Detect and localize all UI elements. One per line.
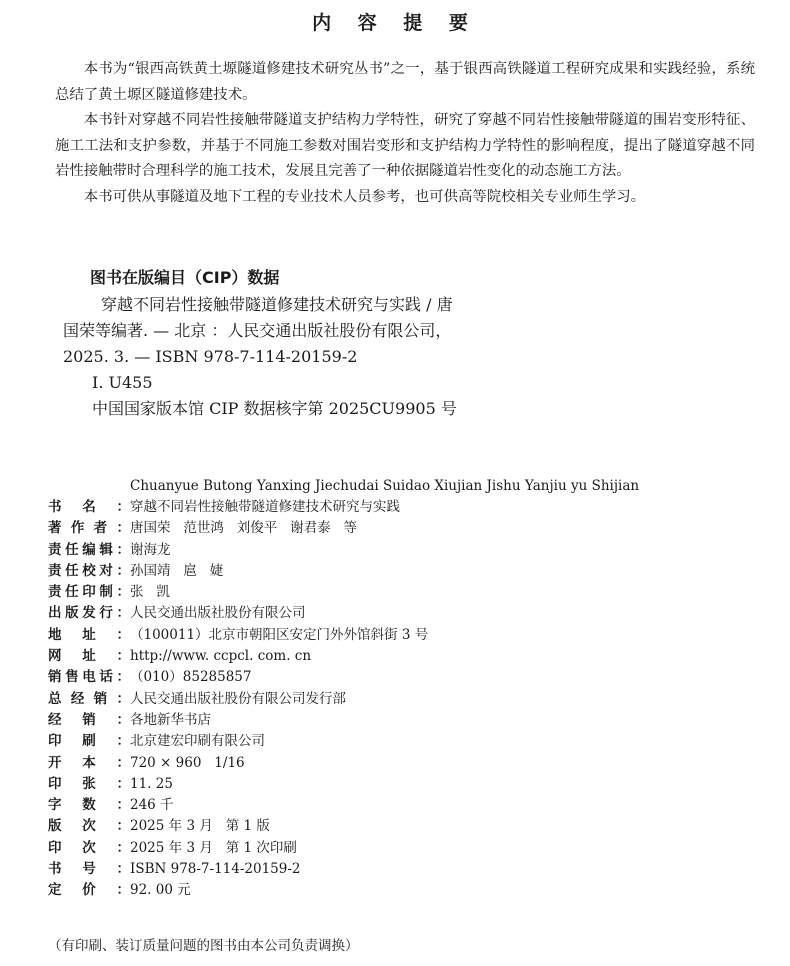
row-label: 网址：	[48, 648, 130, 665]
row-label: 版次：	[48, 818, 130, 835]
colophon-row-format	[48, 753, 748, 774]
row-label: 定价：	[48, 882, 130, 899]
colophon-row-isbn	[48, 859, 748, 880]
cip-line-publisher: 国荣等编著. — 北京 ：人民交通出版社股份有限公司，	[63, 321, 452, 340]
colophon-row-publisher	[48, 603, 748, 624]
row-value: ISBN 978-7-114-20159-2	[130, 861, 301, 878]
row-value: http://www. ccpcl. com. cn	[130, 648, 312, 665]
row-value: 穿越不同岩性接触带隧道修建技术研究与实践	[130, 499, 400, 515]
row-value: 2025 年 3 月 第 1 版	[130, 818, 270, 835]
row-value: 各地新华书店	[130, 711, 211, 728]
summary-paragraph-1: 本书为“银西高铁黄土塬隧道修建技术研究丛书”之一，基于银西高铁隧道工程研究成果和实践经验，系统总结了黄土塬区隧道修建技术。	[55, 61, 755, 103]
colophon-row-sales-phone	[48, 667, 748, 688]
colophon-row-distributor	[48, 710, 748, 731]
colophon-row-printer	[48, 731, 748, 752]
row-label: 印次：	[48, 839, 130, 856]
row-label: 责任印制：	[48, 584, 130, 601]
row-label: 印刷：	[48, 733, 130, 750]
colophon-row-authors	[48, 518, 748, 539]
row-label: 销售电话：	[48, 669, 130, 686]
colophon-table	[48, 497, 748, 902]
row-label: 书号：	[48, 861, 130, 878]
row-label: 著作者：	[48, 520, 130, 537]
summary-paragraph-2: 本书针对穿越不同岩性接触带隧道支护结构力学特性，研究了穿越不同岩性接触带隧道的围岩变形特征、施工工法和支护参数，并基于不同施工参数对围岩变形和支护结构力学特性的影响程度，提出了隧道穿越不同岩性接触带时合理科学的施工技术，发展且完善了一种依据隧道岩性变化的动态施工方法。	[55, 112, 755, 180]
row-value: 孙国靖 扈 婕	[130, 562, 224, 579]
cip-line-classification: Ⅰ. U455	[92, 373, 153, 392]
row-value: （100011）北京市朝阳区安定门外外馆斜街 3 号	[130, 626, 429, 643]
row-value: 北京建宏印刷有限公司	[130, 733, 265, 750]
row-value: 人民交通出版社股份有限公司	[130, 605, 306, 622]
row-value: 人民交通出版社股份有限公司发行部	[130, 690, 346, 707]
row-value: 唐国荣 范世鸿 刘俊平 谢君泰 等	[130, 520, 357, 537]
row-value: 246 千	[130, 797, 174, 814]
row-value: 92. 00 元	[130, 882, 191, 899]
row-label: 总经销：	[48, 690, 130, 707]
row-label: 开本：	[48, 754, 130, 771]
row-label: 印张：	[48, 775, 130, 792]
row-label: 责任校对：	[48, 562, 130, 579]
row-label: 出版发行：	[48, 605, 130, 622]
row-value: 11. 25	[130, 775, 173, 792]
summary-paragraph-3: 本书可供从事隧道及地下工程的专业技术人员参考，也可供高等院校相关专业师生学习。	[83, 188, 646, 205]
quality-notice: （有印刷、装订质量问题的图书由本公司负责调换）	[48, 938, 359, 954]
colophon-row-editor	[48, 540, 748, 561]
colophon-row-word-count	[48, 795, 748, 816]
row-value: 谢海龙	[130, 541, 171, 558]
colophon-row-general-distributor	[48, 689, 748, 710]
summary-section	[55, 57, 755, 211]
row-label: 地址：	[48, 626, 130, 643]
pinyin-title: Chuanyue Butong Yanxing Jiechudai Suidao Xiujian Jishu Yanjiu yu Shijian	[130, 478, 640, 494]
row-label: 字数：	[48, 797, 130, 814]
colophon-row-website	[48, 646, 748, 667]
colophon-row-printing	[48, 838, 748, 859]
row-value: 2025 年 3 月 第 1 次印刷	[130, 839, 297, 856]
row-label: 经销：	[48, 711, 130, 728]
colophon-row-title	[48, 497, 748, 518]
row-value: （010）85285857	[130, 669, 252, 686]
colophon-row-print-supervisor	[48, 582, 748, 603]
row-label: 责任编辑：	[48, 541, 130, 558]
cip-heading: 图书在版编目（CIP）数据	[90, 268, 280, 287]
colophon-row-edition	[48, 816, 748, 837]
cip-line-title: 穿越不同岩性接触带隧道修建技术研究与实践 / 唐	[101, 295, 453, 314]
colophon-row-price	[48, 880, 748, 901]
row-value: 张 凯	[130, 584, 170, 601]
cip-line-cip-number: 中国国家版本馆 CIP 数据核字第 2025CU9905 号	[92, 399, 457, 418]
colophon-row-proofreader	[48, 561, 748, 582]
colophon-row-sheets	[48, 774, 748, 795]
colophon-row-address	[48, 625, 748, 646]
cip-line-isbn: 2025. 3. — ISBN 978-7-114-20159-2	[63, 347, 358, 366]
row-value: 720 × 960 1/16	[130, 754, 245, 771]
row-label: 书名：	[48, 499, 130, 515]
page-title: 内 容 提 要	[312, 12, 478, 34]
